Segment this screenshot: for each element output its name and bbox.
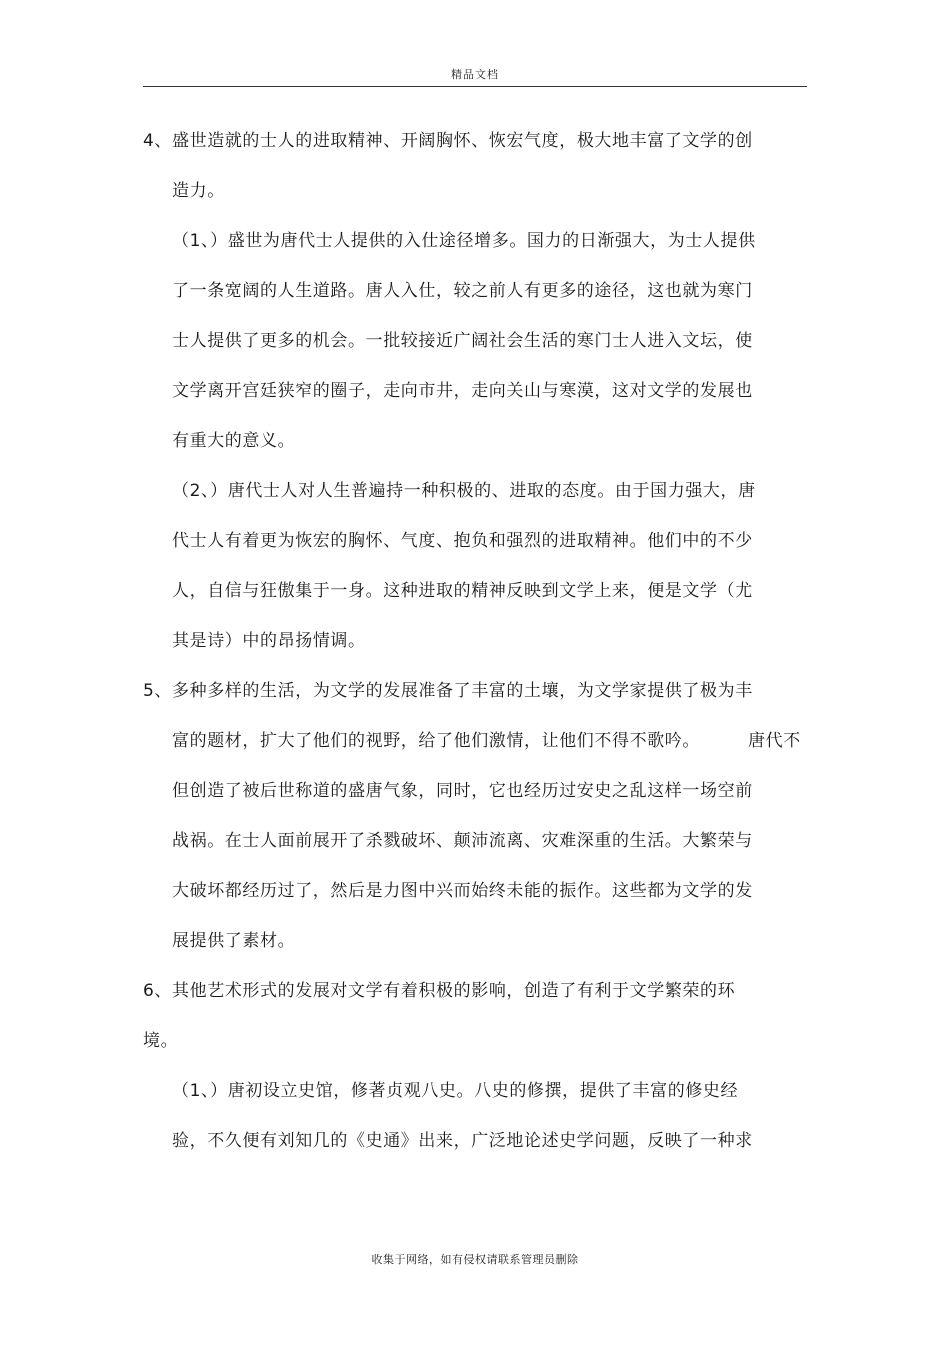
text-line: 5、多种多样的生活，为文学的发展准备了丰富的土壤，为文学家提供了极为丰 — [143, 681, 753, 701]
text-line: 验，不久便有刘知几的《史通》出来，广泛地论述史学问题，反映了一种求 — [172, 1131, 753, 1151]
text-line: 富的题材，扩大了他们的视野，给了他们激情，让他们不得不歌吟。 — [172, 731, 700, 751]
text-line: 人，自信与狂傲集于一身。这种进取的精神反映到文学上来，便是文学（尤 — [172, 581, 753, 601]
text-line: （1、）盛世为唐代士人提供的入仕途径增多。国力的日渐强大，为士人提供 — [172, 231, 756, 251]
page-footer: 收集于网络，如有侵权请联系管理员删除 — [371, 1253, 579, 1266]
text-line: 造力。 — [172, 181, 225, 201]
text-line: 士人提供了更多的机会。一批较接近广阔社会生活的寒门士人进入文坛，使 — [172, 331, 753, 351]
text-line: 但创造了被后世称道的盛唐气象，同时，它也经历过安史之乱这样一场空前 — [172, 781, 753, 801]
text-line: （2、）唐代士人对人生普遍持一种积极的、进取的态度。由于国力强大，唐 — [172, 481, 756, 501]
header-divider — [143, 86, 807, 87]
text-line: 6、其他艺术形式的发展对文学有着积极的影响，创造了有利于文学繁荣的环 — [143, 981, 736, 1001]
page-header: 精品文档 — [451, 68, 499, 81]
text-line: 4、盛世造就的士人的进取精神、开阔胸怀、恢宏气度，极大地丰富了文学的创 — [143, 131, 753, 151]
text-line: 战祸。在士人面前展开了杀戮破坏、颠沛流离、灾难深重的生活。大繁荣与 — [172, 831, 753, 851]
text-line: （1、）唐初设立史馆，修著贞观八史。八史的修撰，提供了丰富的修史经 — [172, 1081, 739, 1101]
text-line: 代士人有着更为恢宏的胸怀、气度、抱负和强烈的进取精神。他们中的不少 — [172, 531, 753, 551]
text-line: 大破坏都经历过了，然后是力图中兴而始终未能的振作。这些都为文学的发 — [172, 881, 753, 901]
text-line: 有重大的意义。 — [172, 431, 296, 451]
text-line: 唐代不 — [748, 731, 801, 751]
text-line: 文学离开宫廷狭窄的圈子，走向市井，走向关山与寒漠，这对文学的发展也 — [172, 381, 753, 401]
text-line: 展提供了素材。 — [172, 931, 296, 951]
text-line: 境。 — [143, 1031, 179, 1051]
text-line: 了一条宽阔的人生道路。唐人入仕，较之前人有更多的途径，这也就为寒门 — [172, 281, 753, 301]
text-line: 其是诗）中的昂扬情调。 — [172, 631, 366, 651]
